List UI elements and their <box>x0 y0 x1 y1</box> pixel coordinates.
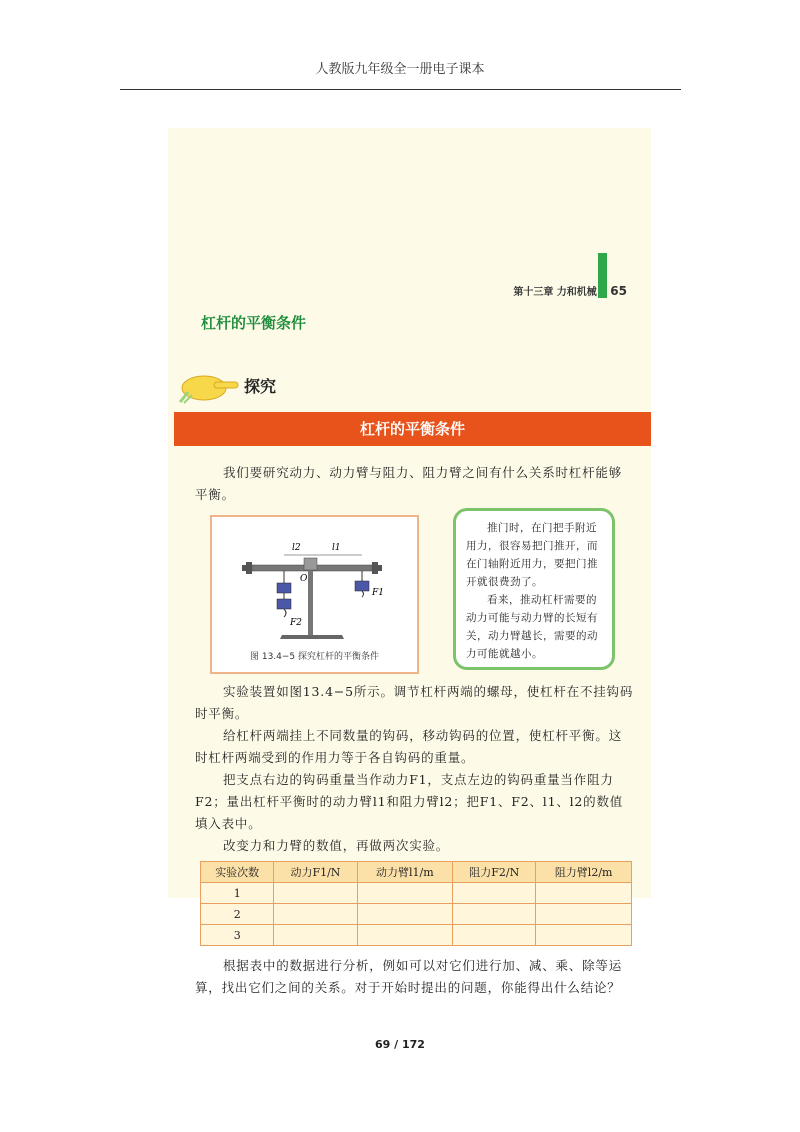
column-header: 阻力F2/N <box>453 862 536 883</box>
table-row <box>201 925 632 946</box>
table-cell: 2 <box>201 904 274 925</box>
data-table <box>200 861 632 946</box>
lever-stand <box>308 569 313 635</box>
table-cell <box>274 904 357 925</box>
page-indicator: 69 / 172 <box>375 1038 425 1051</box>
textbook-page <box>168 128 651 995</box>
chapter-label: 第十三章 力和机械 <box>513 287 597 298</box>
left-weight-1 <box>277 583 291 593</box>
table-row <box>201 904 632 925</box>
right-weight <box>355 581 369 591</box>
label-f2: F2 <box>290 618 302 628</box>
table-cell: 1 <box>201 883 274 904</box>
column-header: 动力臂l1/m <box>357 862 453 883</box>
figure-lever <box>210 515 419 674</box>
table-row <box>201 883 632 904</box>
intro-paragraph: 我们要研究动力、动力臂与阻力、阻力臂之间有什么关系时杠杆能够平衡。 <box>195 465 623 502</box>
tip-paragraph-2: 看来，推动杠杆需要的动力可能与动力臂的长短有关，动力臂越长，需要的动力可能就越小。 <box>466 594 598 660</box>
table-cell <box>357 925 453 946</box>
paragraph-repeat: 改变力和力臂的数值，再做两次实验。 <box>223 838 450 853</box>
left-weight-2 <box>277 599 291 609</box>
table-cell <box>274 883 357 904</box>
paragraph-setup: 实验装置如图13.4−5所示。调节杠杆两端的螺母，使杠杆在不挂钩码时平衡。 <box>195 684 634 721</box>
page-number: 65 <box>610 284 627 298</box>
table-cell <box>536 925 632 946</box>
table-cell <box>536 904 632 925</box>
chapter-header <box>513 283 627 298</box>
table-cell <box>453 904 536 925</box>
activity-banner: 杠杆的平衡条件 <box>174 412 651 446</box>
paragraph-conclusion: 根据表中的数据进行分析，例如可以对它们进行加、减、乘、除等运算，找出它们之间的关系。对于开始时提出的问题，你能得出什么结论？ <box>195 958 623 995</box>
column-header: 实验次数 <box>201 862 274 883</box>
paragraph-measure: 把支点右边的钩码重量当作动力F1，支点左边的钩码重量当作阻力F2；量出杠杆平衡时的动力臂l1和阻力臂l2；把F1、F2、l1、l2的数值填入表中。 <box>195 772 624 831</box>
tip-box <box>453 508 615 670</box>
column-header: 阻力臂l2/m <box>536 862 632 883</box>
document-header: 人教版九年级全一册电子课本 <box>315 62 485 77</box>
paragraph-weights: 给杠杆两端挂上不同数量的钩码，移动钩码的位置，使杠杆平衡。这时杠杆两端受到的作用力等于各自钩码的重量。 <box>195 728 623 765</box>
table-cell <box>536 883 632 904</box>
label-f1: F1 <box>372 588 384 598</box>
pointing-hand-icon <box>178 370 240 404</box>
column-header: 动力F1/N <box>274 862 357 883</box>
section-title: 杠杆的平衡条件 <box>201 314 307 332</box>
figure-caption: 图 13.4−5 探究杠杆的平衡条件 <box>249 652 380 662</box>
table-header-row <box>201 862 632 883</box>
table-cell: 3 <box>201 925 274 946</box>
label-o: O <box>300 574 308 584</box>
header-rule <box>120 89 681 90</box>
lever-diagram <box>222 525 407 645</box>
table-cell <box>453 883 536 904</box>
table-cell <box>357 904 453 925</box>
label-l2: l2 <box>292 543 301 553</box>
table-cell <box>453 925 536 946</box>
table-cell <box>274 925 357 946</box>
explore-label: 探究 <box>244 377 277 396</box>
tip-paragraph-1: 推门时，在门把手附近用力，很容易把门推开，而在门轴附近用力，要把门推开就很费劲了。 <box>466 522 598 588</box>
label-l1: l1 <box>332 543 341 553</box>
chapter-bar <box>598 253 607 298</box>
table-cell <box>357 883 453 904</box>
